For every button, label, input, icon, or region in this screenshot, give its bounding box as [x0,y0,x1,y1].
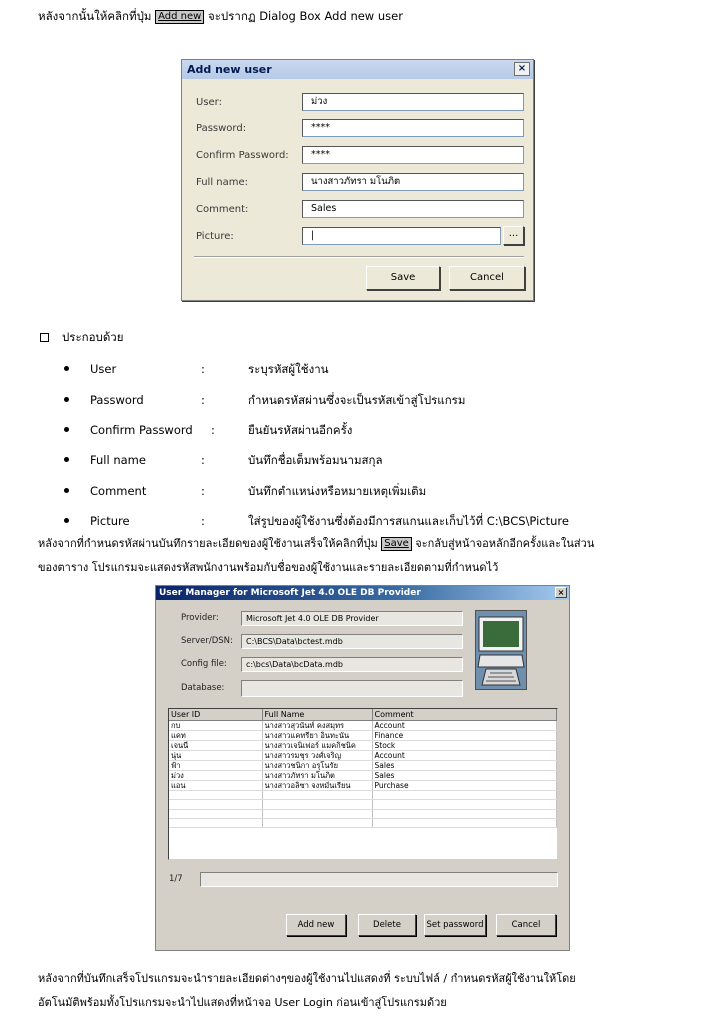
full-name-field[interactable]: นางสาวภัทรา มโนภิต [302,173,524,191]
config-label: Config file: [181,659,227,669]
item-name: User [90,362,117,376]
cell-user-id: กบ [169,721,262,731]
table-row[interactable] [169,800,557,809]
paragraph-line: หลังจากที่บันทึกเสร็จโปรแกรมจะนำรายละเอียดต่างๆของผู้ใช้งานไปแสดงที่ ระบบไฟล์ / กำหนดรหัสผู้ใช้งานให้โดย [38,972,576,985]
item-desc: บันทึกชื่อเต็มพร้อมนามสกุล [248,453,383,467]
user-label: User: [196,97,222,108]
cell-comment [372,818,557,827]
dialog-title-bar [156,586,569,600]
table-row[interactable] [169,761,557,771]
user-picture [475,610,527,690]
item-desc: ระบุรหัสผู้ใช้งาน [248,362,329,376]
provider-field: Microsoft Jet 4.0 OLE DB Provider [241,611,463,626]
item-colon: : [201,393,205,407]
table-header-row [169,709,557,721]
browse-button[interactable]: ... [503,226,524,245]
cell-comment: Purchase [372,781,557,791]
picture-label: Picture: [196,231,234,242]
item-desc: กำหนดรหัสผ่านซึ่งจะเป็นรหัสเข้าสู่โปรแกรม [248,393,466,407]
table-row[interactable] [169,741,557,751]
add-new-inline-button: Add new [155,10,204,24]
item-name: Comment [90,484,147,498]
checkbox-bullet-icon [40,333,49,342]
cell-user-id: ม่วง [169,771,262,781]
cell-full-name: นางสาวชนิกา อรุโนรัย [262,761,372,771]
item-colon: : [201,514,205,528]
column-header-comment[interactable]: Comment [372,709,557,721]
delete-button[interactable]: Delete [358,914,416,936]
database-field [241,680,463,697]
para-text: จะกลับสู่หน้าจอหลักอีกครั้งและในส่วน [415,537,595,550]
paragraph-line: ของตาราง โปรแกรมจะแสดงรหัสพนักงานพร้อมกับชื่อของผู้ใช้งานและรายละเอียดตามที่กำหนดไว้ [38,561,499,574]
confirm-password-field[interactable]: **** [302,146,524,164]
config-field: c:\bcs\Data\bcData.mdb [241,657,463,672]
item-colon: : [211,423,215,437]
cell-comment: Finance [372,731,557,741]
cell-user-id [169,809,262,818]
cancel-button[interactable]: Cancel [449,266,525,290]
table-row[interactable] [169,809,557,818]
item-desc: บันทึกตำแหน่งหรือหมายเหตุเพิ่มเติม [248,484,427,498]
table-row[interactable] [169,721,557,731]
cell-user-id [169,791,262,800]
bullet-icon [64,397,69,402]
bullet-icon [64,457,69,462]
password-field[interactable]: **** [302,119,524,137]
dialog-title: User Manager for Microsoft Jet 4.0 OLE DB Provider [159,588,421,598]
cell-full-name [262,800,372,809]
close-icon[interactable]: × [514,62,530,76]
bullet-icon [64,488,69,493]
cell-comment: Account [372,721,557,731]
table-row[interactable] [169,751,557,761]
bullet-icon [64,427,69,432]
record-counter: 1/7 [169,874,183,884]
save-button[interactable]: Save [366,266,440,290]
cell-comment [372,800,557,809]
item-colon: : [201,453,205,467]
cell-user-id [169,800,262,809]
computer-icon [476,611,526,689]
cell-full-name: นางสาวอลิซา จงหมั่นเรียน [262,781,372,791]
item-name: Password [90,393,144,407]
intro-text-after: จะปรากฏ Dialog Box Add new user [208,9,403,23]
item-colon: : [201,362,205,376]
user-manager-dialog [155,585,570,951]
consists-heading: ประกอบด้วย [62,330,124,344]
dialog-title-bar [182,60,533,79]
item-name: Confirm Password [90,423,193,437]
full-name-label: Full name: [196,177,249,188]
record-progress-bar [200,872,558,887]
intro-line [38,8,403,24]
bullet-icon [64,366,69,371]
item-name: Full name [90,453,146,467]
item-colon: : [201,484,205,498]
cell-full-name: นางสาวสุวนันท์ คงสมุทร [262,721,372,731]
add-new-button[interactable]: Add new [286,914,346,936]
cell-user-id: เจนนี่ [169,741,262,751]
bullet-icon [64,518,69,523]
cell-full-name: นางสาวภัทรา มโนภิต [262,771,372,781]
cell-comment: Account [372,751,557,761]
password-label: Password: [196,123,247,134]
cell-user-id: นุ่น [169,751,262,761]
cell-comment: Stock [372,741,557,751]
item-name: Picture [90,514,130,528]
paragraph-line [38,536,594,552]
cell-comment [372,791,557,800]
cell-user-id [169,818,262,827]
database-label: Database: [181,683,225,693]
paragraph-line: อัตโนมัติพร้อมทั้งโปรแกรมจะนำไปแสดงที่หน้าจอ User Login ก่อนเข้าสู่โปรแกรมด้วย [38,996,447,1009]
cell-user-id: ฟ้า [169,761,262,771]
intro-text: หลังจากนั้นให้คลิกที่ปุ่ม [38,9,152,23]
cell-full-name [262,809,372,818]
table-row[interactable] [169,781,557,791]
table-row[interactable] [169,731,557,741]
save-inline-button: Save [381,537,412,551]
user-field[interactable]: ม่วง [302,93,524,111]
cell-full-name: นางสาวเจนิเฟอร์ แมคกิชนิค [262,741,372,751]
cell-comment: Sales [372,771,557,781]
close-icon[interactable]: × [555,587,567,598]
item-desc: ใส่รูปของผู้ใช้งานซึ่งต้องมีการสแกนและเก็บไว้ที่ C:\BCS\Picture [248,514,569,528]
para-text: หลังจากที่กำหนดรหัสผ่านบันทึกรายละเอียดของผู้ใช้งานเสร็จให้คลิกที่ปุ่ม [38,537,378,550]
cell-full-name [262,791,372,800]
cell-user-id: แอน [169,781,262,791]
cell-comment [372,809,557,818]
table-row[interactable] [169,818,557,827]
provider-label: Provider: [181,613,219,623]
column-header-user-id[interactable]: User ID [169,709,262,721]
cell-comment: Sales [372,761,557,771]
confirm-password-label: Confirm Password: [196,150,289,161]
cell-full-name: นางสาวรมชุร วงศ์เจริญ [262,751,372,761]
cell-full-name [262,818,372,827]
item-desc: ยืนยันรหัสผ่านอีกครั้ง [248,423,353,437]
column-header-full-name[interactable]: Full Name [262,709,372,721]
server-label: Server/DSN: [181,636,233,646]
cell-full-name: นางสาวแคทรียา อินทะนัน [262,731,372,741]
picture-field[interactable]: | [302,227,501,245]
users-table[interactable] [168,708,558,860]
dialog-separator [194,256,524,258]
dialog-title: Add new user [187,63,272,76]
set-password-button[interactable]: Set password [424,914,486,936]
comment-label: Comment: [196,204,249,215]
cancel-button[interactable]: Cancel [496,914,556,936]
table-row[interactable] [169,771,557,781]
comment-field[interactable]: Sales [302,200,524,218]
add-new-user-dialog [181,59,534,301]
table-row[interactable] [169,791,557,800]
server-field: C:\BCS\Data\bctest.mdb [241,634,463,649]
cell-user-id: แคท [169,731,262,741]
